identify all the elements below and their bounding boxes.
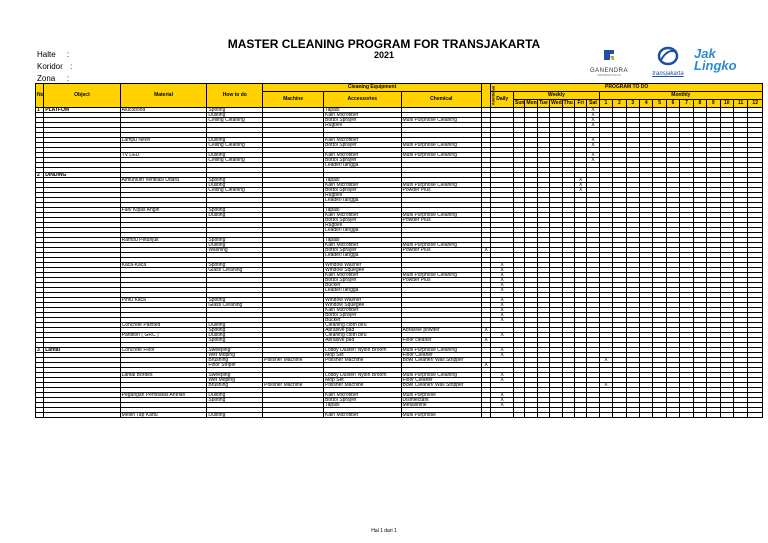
table-body <box>36 108 763 418</box>
col-additional <box>482 84 496 108</box>
cell-no: 1 <box>36 108 44 113</box>
cell-how: Sweeping <box>207 348 263 353</box>
cell-acc: Tapasi <box>324 178 401 183</box>
col-chemical: Chemical <box>401 92 482 108</box>
ganendra-subtitle: INDONESIA SOLUSI <box>597 74 621 77</box>
col-daily: Daily <box>491 92 514 108</box>
cell-chem: Multi Purphose Cleaning <box>401 118 482 123</box>
cell-program-sun <box>514 413 525 418</box>
page-title: MASTER CLEANING PROGRAM FOR TRANSJAKARTA <box>227 37 541 51</box>
cell-acc: Tapasi <box>324 238 401 243</box>
cell-mat: Kaca-Kaca <box>120 263 207 268</box>
cell-acc: Abrasive pad <box>324 338 401 343</box>
cell-how: Dusting <box>207 153 263 158</box>
cell-program-fri: X <box>574 178 586 183</box>
cell-acc: Kain Microfiber <box>324 243 401 248</box>
cell-chem: Floor Cleaner <box>401 378 482 383</box>
col-cleaning-equipment: Cleaning Equipment <box>263 84 482 92</box>
cell-acc: Bottol Sprayer <box>324 158 401 163</box>
cell-acc: Lobby Duster/ Nylon Broom <box>324 348 401 353</box>
col-month-3: 3 <box>626 100 639 108</box>
cell-how: Dusting <box>207 333 263 338</box>
cell-mach <box>263 413 324 418</box>
cell-acc: Leader/Tangga <box>324 163 401 168</box>
cell-how: Wet Moping <box>207 353 263 358</box>
cell-program-m8 <box>693 413 706 418</box>
cell-program-daily: X <box>491 348 514 353</box>
cell-how: Wet Moping <box>207 378 263 383</box>
cell-program-daily: X <box>491 353 514 358</box>
cell-obj <box>44 413 120 418</box>
cell-program-mon <box>525 413 537 418</box>
cell-chem: Floor Cleaner <box>401 353 482 358</box>
col-month-12: 12 <box>748 100 763 108</box>
transjakarta-logo <box>647 46 689 78</box>
cell-mat: Partition ( GRC ) <box>120 333 207 338</box>
jaklingko-logo <box>694 48 744 80</box>
cell-how: Sweeping <box>207 373 263 378</box>
cell-obj: Lantai <box>44 348 120 353</box>
cell-acc: Polisher Machine <box>324 383 401 388</box>
cell-acc: Cleaning cloth biru <box>324 323 401 328</box>
cell-acc: Kain Microfiber <box>324 113 401 118</box>
cell-acc: Window Squegee <box>324 303 401 308</box>
cell-acc: Bottol Sprayer <box>324 398 401 403</box>
cell-acc: Cleaning cloth biru <box>324 333 401 338</box>
cell-program-sat: X <box>587 158 599 163</box>
cell-acc: Bucket <box>324 283 401 288</box>
cell-how: Glass Cleaning <box>207 303 263 308</box>
cell-how: Spoting <box>207 178 263 183</box>
cell-how: Dusting <box>207 323 263 328</box>
cell-program-m9 <box>707 413 720 418</box>
cell-acc: Bottol Sprayer <box>324 143 401 148</box>
cell-no <box>36 413 44 418</box>
cell-how: Ceiling Cleaning <box>207 158 263 163</box>
cell-program-m4 <box>640 413 653 418</box>
cell-add: X <box>482 328 491 333</box>
cell-chem: Metalshine <box>401 403 482 408</box>
cell-program-daily <box>491 413 514 418</box>
table-row <box>36 413 763 418</box>
cell-how: Spoting <box>207 263 263 268</box>
cell-acc: Kain Microfiber <box>324 273 401 278</box>
cell-mat: Concrete Painted <box>120 323 207 328</box>
col-month-6: 6 <box>666 100 679 108</box>
cell-program-sat: X <box>587 153 599 158</box>
cell-obj: DINDING <box>44 173 120 178</box>
cell-add: X <box>482 338 491 343</box>
cell-program-fri: X <box>574 188 586 193</box>
cell-program-daily: X <box>491 298 514 303</box>
cell-acc: Rugbell <box>324 223 401 228</box>
cell-how: Spoting <box>207 298 263 303</box>
cell-program-sat <box>587 413 599 418</box>
col-monthly: Monthly <box>599 92 762 100</box>
cell-program-m10 <box>720 413 733 418</box>
cell-program-sat: X <box>587 138 599 143</box>
cell-acc: Kain Microfiber <box>324 183 401 188</box>
col-additional-label: Additional <box>490 85 496 106</box>
cell-how: Spoting <box>207 208 263 213</box>
cell-program-daily: X <box>491 303 514 308</box>
cell-acc: Bottol Sprayer <box>324 278 401 283</box>
cell-mat: Almunium Ventilasi Udara <box>120 178 207 183</box>
cell-acc: Bottol Sprayer <box>324 313 401 318</box>
cell-program-m6 <box>666 413 679 418</box>
cell-program-sat: X <box>587 143 599 148</box>
cell-program-sat: X <box>587 108 599 113</box>
cell-mat: Pegangan Pembatas Antrian <box>120 393 207 398</box>
cell-chem: Powder Plus <box>401 188 482 193</box>
col-material: Material <box>120 84 207 108</box>
meta-label: Halte <box>37 50 56 59</box>
meta-sep: : <box>67 74 70 83</box>
col-program: PROGRAM TO DO <box>491 84 763 92</box>
cell-acc: Tapasi <box>324 403 401 408</box>
cell-how: Spoting <box>207 398 263 403</box>
col-day-fri: Fri <box>574 100 586 108</box>
cell-chem: Multi Purphose Cleaning <box>401 348 482 353</box>
cell-program-daily: X <box>491 313 514 318</box>
cell-program-daily: X <box>491 393 514 398</box>
col-day-sun: Sun <box>515 100 525 106</box>
cell-program-m1: X <box>599 358 612 363</box>
cell-chem: Floor cleaner <box>401 338 482 343</box>
meta-koridor <box>37 62 73 71</box>
cell-how: Dusting <box>207 113 263 118</box>
cell-program-fri: X <box>574 183 586 188</box>
cell-add: X <box>482 363 491 368</box>
cell-program-m2 <box>613 413 626 418</box>
cell-no: 2 <box>36 173 44 178</box>
col-day-thu: Thu <box>563 100 573 106</box>
meta-sep: : <box>70 62 73 71</box>
cell-acc: Window Washer <box>324 263 401 268</box>
col-month-7: 7 <box>680 100 693 108</box>
cell-how: Dusting <box>207 393 263 398</box>
cell-mat: Alucobond <box>120 108 207 113</box>
meta-zona <box>37 74 70 83</box>
cell-mat: Lantai Bordes <box>120 373 207 378</box>
cell-program-m5 <box>653 413 666 418</box>
col-how: How to do <box>207 84 263 108</box>
ganendra-wordmark: GANENDRA <box>589 68 628 74</box>
cell-program-daily: X <box>491 403 514 408</box>
cell-program-daily: X <box>491 378 514 383</box>
cell-program-m11 <box>733 413 747 418</box>
cell-chem: Disinfectant <box>401 398 482 403</box>
meta-label: Zona <box>37 74 56 83</box>
col-month-11: 11 <box>733 100 747 108</box>
cell-mat: Mesin Tap Kartu <box>120 413 207 418</box>
cell-mat: Pintu Kaca <box>120 298 207 303</box>
col-day-wed: Wed <box>551 100 562 106</box>
cell-chem: Multi Purphose Cleaning <box>401 183 482 188</box>
cell-chem: Multi Purphose Cleaning <box>401 143 482 148</box>
meta-halte <box>37 50 70 59</box>
cell-program-m1 <box>599 413 612 418</box>
jaklingko-word-2: Lingko <box>694 58 737 73</box>
cell-program-fri <box>574 413 586 418</box>
cell-how: Brushing <box>207 383 263 388</box>
transjakarta-swoosh-icon <box>657 46 679 66</box>
col-month-2: 2 <box>613 100 626 108</box>
cell-how: Washing <box>207 248 263 253</box>
col-month-9: 9 <box>707 100 720 108</box>
cell-acc: Kain Microfiber <box>324 393 401 398</box>
cell-program-m12 <box>748 413 763 418</box>
meta-sep: : <box>67 50 70 59</box>
cell-mat: Fan/ Kipas Angin <box>120 208 207 213</box>
cell-how: Ceiling Cleaning <box>207 188 263 193</box>
cell-how: Dusting <box>207 413 263 418</box>
col-accessories: Accessories <box>324 92 401 108</box>
cell-acc: Polisher Machine <box>324 358 401 363</box>
cell-acc: Leader/Tangga <box>324 198 401 203</box>
col-month-5: 5 <box>653 100 666 108</box>
cell-program-tue <box>537 413 549 418</box>
cleaning-program-table <box>35 83 763 418</box>
col-month-8: 8 <box>693 100 706 108</box>
cell-program-daily: X <box>491 308 514 313</box>
cell-acc: Rugbell <box>324 193 401 198</box>
cell-mat: Rambu Petunjuk <box>120 238 207 243</box>
cell-acc: Bucket <box>324 318 401 323</box>
transjakarta-wordmark: transjakarta <box>652 71 684 77</box>
cell-acc: Tapasi <box>324 108 401 113</box>
cell-acc: Kain Microfiber <box>324 308 401 313</box>
cell-acc: Mop Set <box>324 353 401 358</box>
cell-program-daily: X <box>491 268 514 273</box>
cell-chem: Powder Plus <box>401 218 482 223</box>
cell-acc: Kain Microfiber <box>324 138 401 143</box>
col-machine: Machine <box>263 92 324 108</box>
jaklingko-word-1: Jak <box>694 46 716 61</box>
cell-how: Spoting <box>207 108 263 113</box>
cell-mat: Concrete Floor <box>120 348 207 353</box>
cell-program-daily: X <box>491 398 514 403</box>
col-day-sat: Sat <box>587 100 599 108</box>
cell-chem: Multi Purphose Cleaning <box>401 373 482 378</box>
col-object: Object <box>44 84 120 108</box>
cell-chem: Bowl Cleaner/ Wall Stripper <box>401 358 482 363</box>
cell-chem: Multi Purphose Cleaning <box>401 213 482 218</box>
cell-chem: Multi Purphose <box>401 393 482 398</box>
cell-obj: PLATFOM <box>44 108 120 113</box>
ganendra-emblem-icon <box>601 47 617 63</box>
cell-program-daily: X <box>491 278 514 283</box>
cell-add <box>482 413 491 418</box>
cell-acc: Kain Microfiber <box>324 213 401 218</box>
page-year: 2021 <box>373 50 395 60</box>
cell-acc: Leader/Tangga <box>324 253 401 258</box>
cell-acc: Window Washer <box>324 298 401 303</box>
cell-how: Floor Striper <box>207 363 263 368</box>
cell-program-daily: X <box>491 333 514 338</box>
cell-acc: Abrasive pad <box>324 328 401 333</box>
cell-how: Spoting <box>207 338 263 343</box>
cell-mach: Polisher Machine <box>263 383 324 388</box>
cell-acc: Kain Microfiber <box>324 153 401 158</box>
cell-how: Brushing <box>207 358 263 363</box>
cell-program-sat: X <box>587 113 599 118</box>
cell-chem: Bowl Cleaner/ Wall Stripper <box>401 383 482 388</box>
table-header <box>36 84 763 108</box>
cell-mat: TV LED <box>120 153 207 158</box>
cell-acc: Leader/Tangga <box>324 288 401 293</box>
cell-program-m3 <box>626 413 639 418</box>
page-footer: Hal 1 dari 1 <box>371 528 397 534</box>
cell-acc: Lobby Duster/ Nylon Broom <box>324 373 401 378</box>
cell-acc: Leader/Tangga <box>324 228 401 233</box>
col-month-10: 10 <box>720 100 733 108</box>
cell-acc: Bottol Sprayer <box>324 118 401 123</box>
cell-program-sat: X <box>587 123 599 128</box>
col-month-4: 4 <box>640 100 653 108</box>
cell-how: Spoting <box>207 238 263 243</box>
cell-program-daily: X <box>491 373 514 378</box>
cell-program-daily: X <box>491 318 514 323</box>
cell-program-m1: X <box>599 383 612 388</box>
cell-acc: Rugbell <box>324 123 401 128</box>
cell-add: X <box>482 248 491 253</box>
cell-how: Dusting <box>207 183 263 188</box>
cell-chem: Powder Plus <box>401 248 482 253</box>
cell-program-m7 <box>680 413 693 418</box>
cell-acc: Kain Microfiber <box>324 413 401 418</box>
ganendra-logo <box>580 47 638 77</box>
col-no: No <box>36 84 44 108</box>
cell-how: Ceiling Cleaning <box>207 118 263 123</box>
col-month-1: 1 <box>599 100 612 108</box>
cell-program-daily: X <box>491 263 514 268</box>
cell-acc: Window Squegee <box>324 268 401 273</box>
cell-how: Spoting <box>207 328 263 333</box>
col-day-tue: Tue <box>539 100 548 106</box>
cell-how: Glass Cleaning <box>207 268 263 273</box>
meta-label: Koridor <box>37 62 63 71</box>
cell-no: 3 <box>36 348 44 353</box>
cell-mat: Lampu Neon <box>120 138 207 143</box>
cell-how: Dusting <box>207 243 263 248</box>
cell-chem: Abrasive powder <box>401 328 482 333</box>
col-day-mon: Mon <box>526 100 537 106</box>
cell-acc: Mop Set <box>324 378 401 383</box>
cell-acc: Bottol Sprayer <box>324 218 401 223</box>
cell-mach: Polisher Machine <box>263 358 324 363</box>
cell-program-daily: X <box>491 283 514 288</box>
cell-program-wed <box>550 413 562 418</box>
col-weekly: Weekly <box>514 92 600 100</box>
cell-acc: Tapasi <box>324 208 401 213</box>
cell-program-thu <box>562 413 574 418</box>
cell-how: Dusting <box>207 213 263 218</box>
cell-program-sat: X <box>587 118 599 123</box>
cell-acc: Bottol Sprayer <box>324 188 401 193</box>
cell-program-daily: X <box>491 288 514 293</box>
cell-how: Dusting <box>207 138 263 143</box>
cell-acc: Bottol Sprayer <box>324 248 401 253</box>
cell-chem: Multi Purphose Cleaning <box>401 273 482 278</box>
cell-chem: Multi Purphose Cleaning <box>401 153 482 158</box>
cell-chem: Powder Plus <box>401 278 482 283</box>
cell-chem: Multi Purphose Cleaning <box>401 243 482 248</box>
cell-how: Ceiling Cleaning <box>207 143 263 148</box>
cell-program-daily: X <box>491 273 514 278</box>
cell-chem: Multi Purphose <box>401 413 482 418</box>
